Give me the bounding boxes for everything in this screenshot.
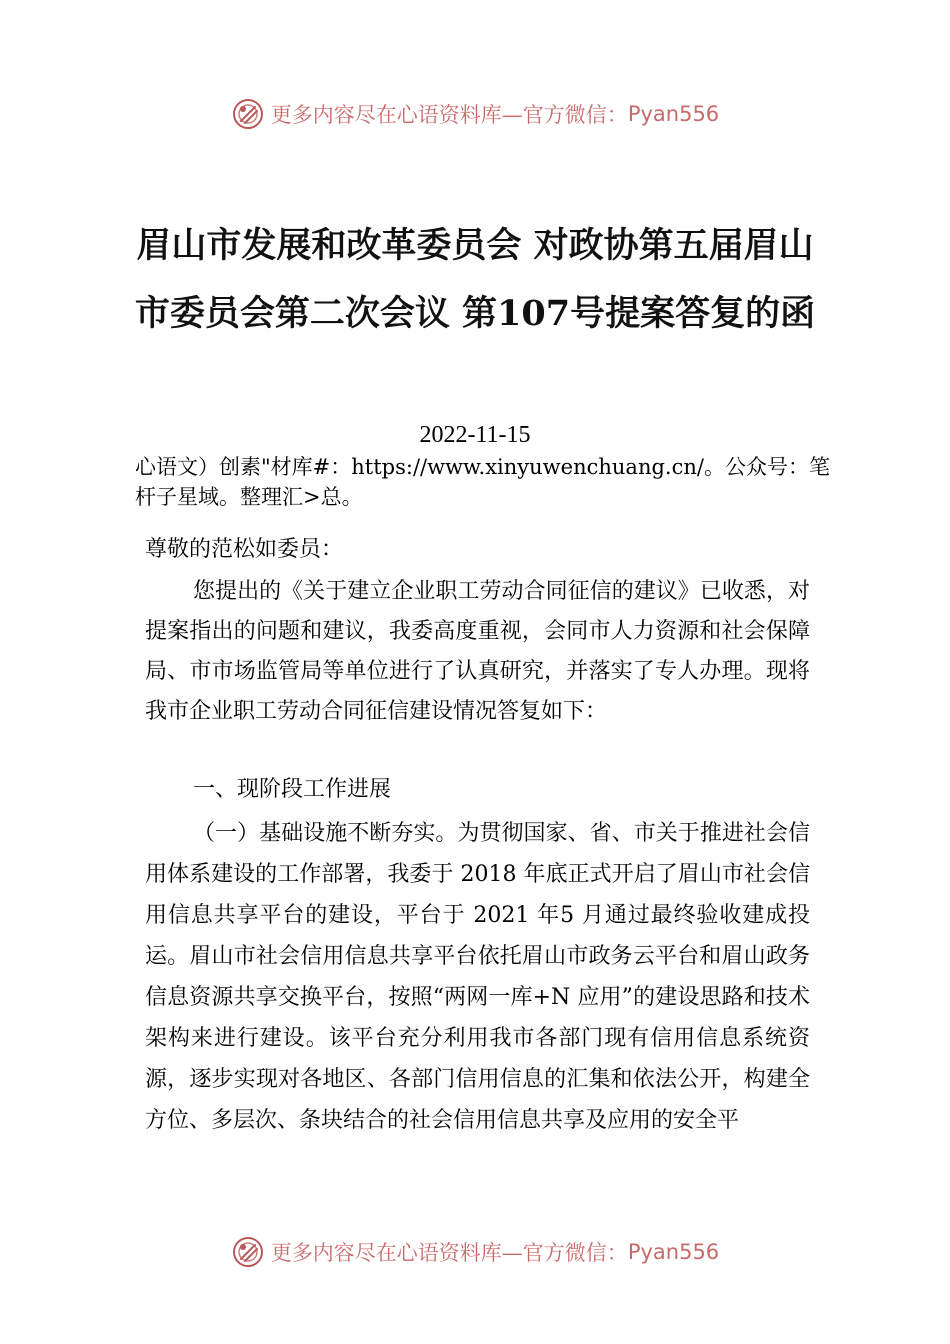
salutation: 尊敬的范松如委员： xyxy=(145,537,344,562)
section-heading: 一、现阶段工作进展 xyxy=(193,777,392,802)
banner-wechat-id: Pyan556 xyxy=(627,1240,720,1264)
logo-icon xyxy=(231,1235,265,1269)
body-paragraph: （一）基础设施不断夯实。为贯彻国家、省、市关于推进社会信用体系建设的工作部署，我委于 2018 年底正式开启了眉山市社会信用信息共享平台的建设，平台于 2021 年5 月通过最终验收建成投运。眉山市社会信用信息共享平台依托眉山市政务云平台和眉山政务信息资源共享交换平台，按照“两网一库+N 应用”的建设思路和技术架构来进行建设。该平台充分利用我市各部门现有信用信息系统资源，逐步实现对各地区、各部门信用信息的汇集和依法公开，构建全方位、多层次、条块结合的社会信用信息共享及应用的安全平 xyxy=(145,821,810,1133)
logo-icon xyxy=(231,97,265,131)
footer-watermark xyxy=(0,1232,950,1272)
banner-wechat-id: Pyan556 xyxy=(627,102,720,126)
document-title: 眉山市发展和改革委员会 对政协第五届眉山市委员会第二次会议 第107号提案答复的函 xyxy=(134,225,816,334)
body-paragraph: 您提出的《关于建立企业职工劳动合同征信的建议》已收悉，对提案指出的问题和建议，我委高度重视，会同市人力资源和社会保障局、市市场监管局等单位进行了认真研究，并落实了专人办理。现将我市企业职工劳动合同征信建设情况答复如下： xyxy=(145,579,810,724)
header-watermark xyxy=(0,94,950,134)
document-date: 2022-11-15 xyxy=(419,422,531,448)
banner-text: 更多内容尽在心语资料库—官方微信： xyxy=(270,1241,628,1265)
banner-text: 更多内容尽在心语资料库—官方微信： xyxy=(270,103,628,127)
source-note: 心语文）创素"材库#：https://www.xinyuwenchuang.cn/。公众号：笔杆子星域。整理汇>总。 xyxy=(135,455,830,509)
